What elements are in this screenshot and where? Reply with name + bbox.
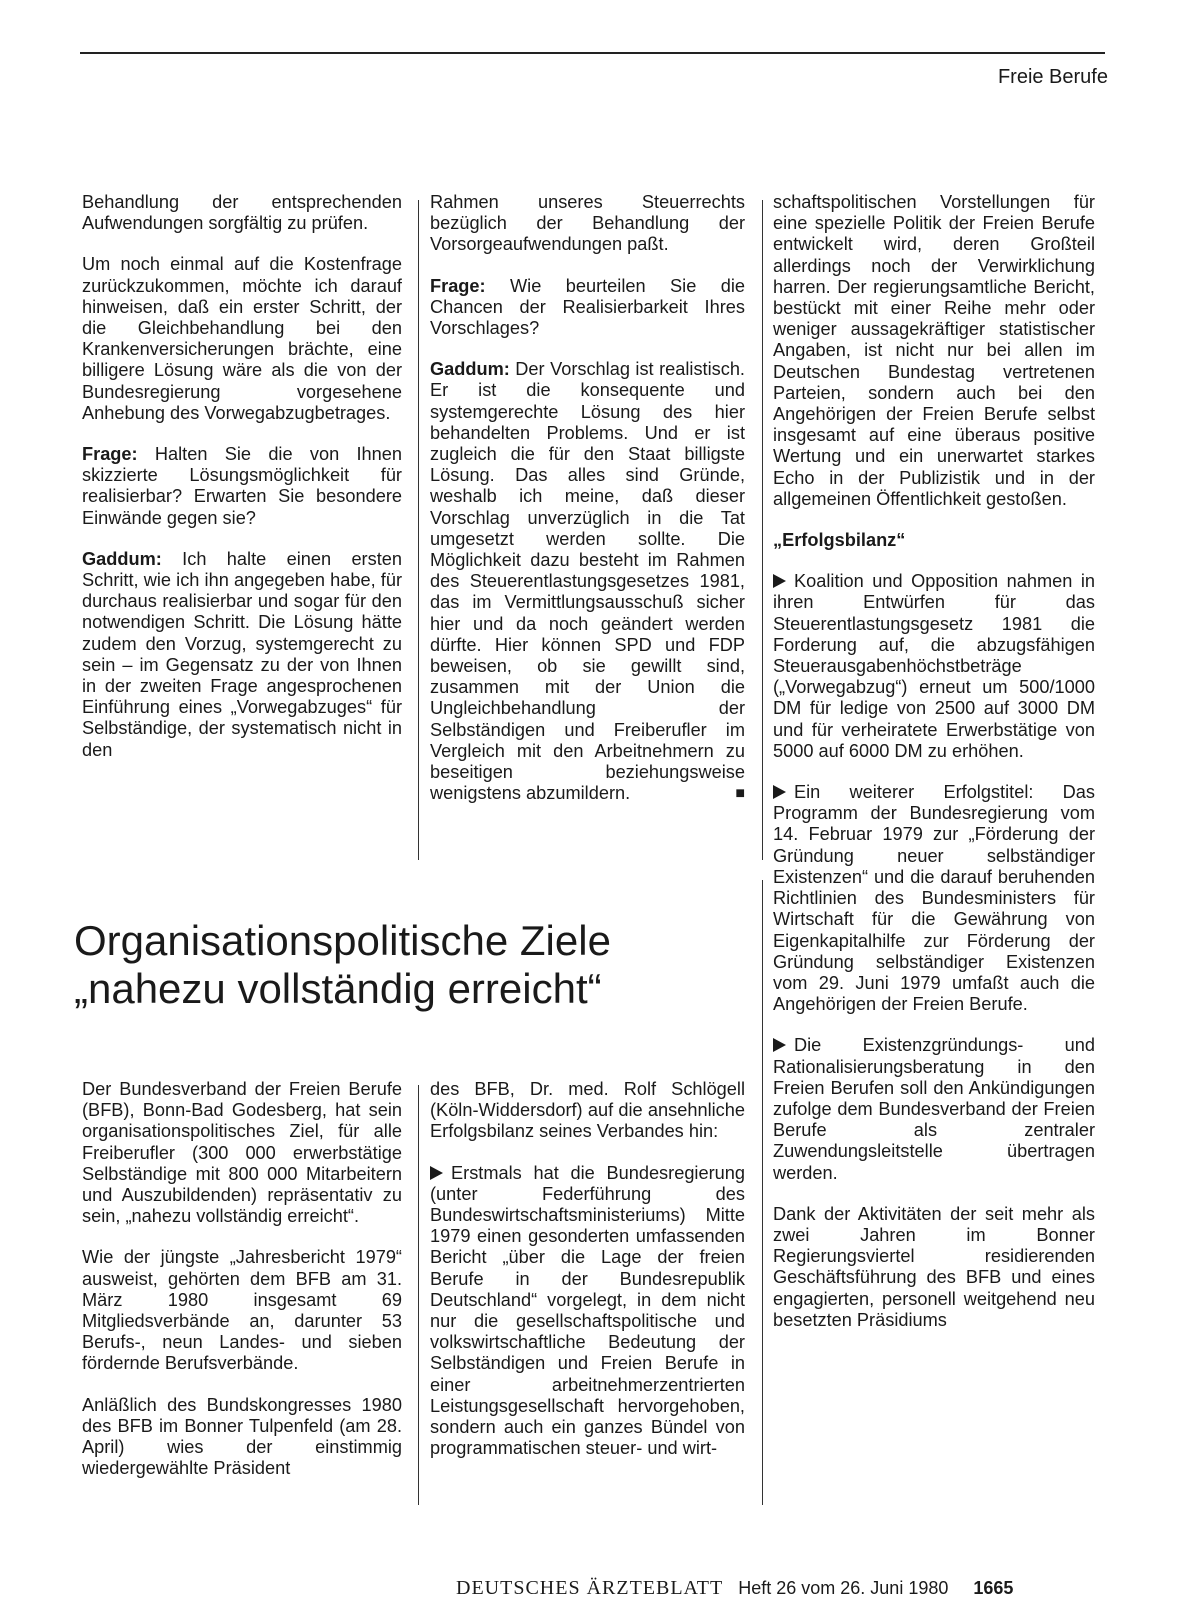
question-paragraph — [430, 276, 745, 340]
bullet-paragraph: Koalition und Opposition nahmen in ihren Entwürfen für das Steuerentlastungsgesetz 1981 die Forderung auf, die abzugsfähigen Steuerausgabenhöchstbeträge („Vorwegabzug“) erneut um 500/1000 DM für ledige von 2500 auf 3000 DM und für verheiratete Erwerbstätige von 5000 auf 6000 DM zu erhöhen. — [773, 571, 1095, 761]
answer-paragraph — [430, 359, 745, 804]
interview-column-2 — [430, 192, 745, 804]
end-of-article-mark: ■ — [735, 785, 745, 803]
paragraph: Dank der Aktivitäten der seit mehr als zwei Jahren im Bonner Regierungsviertel residierenden Geschäftsführung des BFB und eines engagierten, personell weitgehend neu besetzten Präsidiums — [773, 1203, 1095, 1330]
answer-paragraph — [82, 549, 402, 761]
answer-text: Ich halte einen ersten Schritt, wie ich ihn angegeben habe, für durchaus realisierbar und sogar für den notwendigen Schritt. Die Lösung hätte zudem den Vorzug, systemgerecht zu sein – im Gegensatz zu der von Ihnen in der zweiten Frage angesprochenen Einführung eines „Vorwegabzuges“ für Selbständige, der systematisch nicht in den — [82, 548, 402, 760]
speaker-label: Gaddum: — [430, 359, 510, 380]
page-footer — [456, 1577, 1013, 1600]
question-text: Wie beurteilen Sie die Chancen der Realisierbarkeit Ihres Vorschlages? — [430, 275, 745, 339]
bullet-paragraph: Ein weiterer Erfolgstitel: Das Programm der Bundesregierung vom 14. Februar 1979 zur „Förderung der Gründung neuer selbständiger Existenzen“ und die darauf beruhenden Richtlinien des Bundesministers für Wirtschaft für die Gewährung von Eigenkapitalhilfe zur Förderung der Gründung selbständiger Existenzen vom 29. Juni 1979 umfaßt auch die Angehörigen der Freien Berufe. — [773, 782, 1095, 1015]
paragraph: Um noch einmal auf die Kostenfrage zurückzukommen, möchte ich darauf hinweisen, daß ein erster Schritt, der die Gleichbehandlung bei den Krankenversicherungen brächte, eine billigere Lösung wäre als die von der Bundesregierung vorgesehene Anhebung des Vorwegabzugbetrages. — [82, 254, 402, 423]
bullet-paragraph: Erstmals hat die Bundesregierung (unter Federführung des Bundeswirtschaftsministeriums) Mitte 1979 einen gesonderten umfassenden Bericht „über die Lage der freien Berufe in der Bundesrepublik Deutschland“ vorgelegt, in dem nicht nur die gesellschaftspolitische und volkswirtschaftliche Bedeutung der Selbständigen und Freien Berufe in einer arbeitnehmerzentrierten Leistungsgesellschaft hervorgehoben, sondern auch ein ganzes Bündel von programmatischen steuer- und wirt- — [430, 1162, 745, 1459]
column-divider — [762, 880, 763, 1505]
paragraph: Der Bundesverband der Freien Berufe (BFB), Bonn-Bad Godesberg, hat sein organisationspolitisches Ziel, für alle Freiberufler (300 000 erwerbstätige Selbständige mit 800 000 Mitarbeitern und Auszubildenden) repräsentativ zu sein, „nahezu vollständig erreicht“. — [82, 1079, 402, 1227]
subheading: „Erfolgsbilanz“ — [773, 530, 906, 551]
paragraph: Anläßlich des Bundskongresses 1980 des BFB im Bonner Tulpenfeld (am 28. April) wies der einstimmig wiedergewählte Präsident — [82, 1394, 402, 1479]
journal-name: DEUTSCHES ÄRZTEBLATT — [456, 1577, 724, 1599]
section-label: Freie Berufe — [997, 66, 1108, 88]
article-column-1 — [82, 1079, 402, 1479]
bullet-paragraph: Die Existenzgründungs- und Rationalisierungsberatung in den Freien Berufen soll den Ankündigungen zufolge dem Bundesverband der Freien Berufe als zentraler Zuwendungsleitstelle übertragen werden. — [773, 1035, 1095, 1183]
question-text: Halten Sie die von Ihnen skizzierte Lösungsmöglichkeit für realisierbar? Erwarten Sie besondere Einwände gegen sie? — [82, 444, 402, 528]
column-divider — [418, 200, 419, 860]
question-paragraph — [82, 444, 402, 529]
arrow-bullet-icon — [430, 1166, 443, 1180]
speaker-label: Frage: — [430, 275, 486, 296]
issue-info: Heft 26 vom 26. Juni 1980 — [738, 1578, 949, 1598]
paragraph: Rahmen unseres Steuerrechts bezüglich der Behandlung der Vorsorgeaufwendungen paßt. — [430, 192, 745, 255]
answer-text: Der Vorschlag ist realistisch. Er ist die konsequente und systemgerechte Lösung des hier behandelten Problems. Und er ist zugleich die für den Staat billigste Lösung. Das alles sind Gründe, weshalb ich meine, daß dieser Vorschlag unverzüglich in die Tat umgesetzt werden sollte. Die Möglichkeit dazu besteht im Rahmen des Steuerentlastungsgesetzes 1981, das im Vermittlungsausschuß sicher hier und da noch geändert werden dürfte. Hier können SPD und FDP beweisen, ob sie gewillt sind, zusammen mit der Union die Ungleichbehandlung der Selbständigen und Freiberufler im Vergleich mit den Arbeitnehmern zu beseitigen beziehungsweise wenigstens abzumildern. — [430, 359, 745, 804]
headline-line-1: Organisationspolitische Ziele — [74, 917, 611, 964]
paragraph: Behandlung der entsprechenden Aufwendungen sorgfältig zu prüfen. — [82, 192, 402, 234]
article-headline — [74, 917, 744, 1013]
column-divider — [418, 1085, 419, 1505]
interview-column-1 — [82, 192, 402, 761]
headline-line-2: „nahezu vollständig erreicht“ — [74, 965, 602, 1012]
paragraph: des BFB, Dr. med. Rolf Schlögell (Köln-Widdersdorf) auf die ansehnliche Erfolgsbilanz seines Verbandes hin: — [430, 1079, 745, 1142]
header-rule — [80, 52, 1105, 54]
article-column-2 — [430, 1079, 745, 1459]
page-number: 1665 — [973, 1578, 1014, 1598]
arrow-bullet-icon — [773, 574, 786, 588]
arrow-bullet-icon — [773, 1038, 786, 1052]
speaker-label: Frage: — [82, 444, 138, 465]
paragraph: Wie der jüngste „Jahresbericht 1979“ ausweist, gehörten dem BFB am 31. März 1980 insgesamt 69 Mitgliedsverbände an, darunter 53 Berufs-, neun Landes- und sieben fördernde Berufsverbände. — [82, 1247, 402, 1374]
speaker-label: Gaddum: — [82, 548, 162, 569]
paragraph: schaftspolitischen Vorstellungen für eine spezielle Politik der Freien Berufe entwickelt wird, deren Großteil allerdings noch der Verwirklichung harren. Der regierungsamtliche Bericht, bestückt mit einer Reihe mehr oder weniger aussagekräftiger statistischer Angaben, ist nicht nur bei allen im Deutschen Bundestag vertretenen Parteien, sondern auch bei den Angehörigen der Freien Berufe selbst insgesamt auf eine überaus positive Wertung und ein unerwartet starkes Echo in der Publizistik und in der allgemeinen Öffentlichkeit gestoßen. — [773, 192, 1095, 509]
arrow-bullet-icon — [773, 785, 786, 799]
article-column-3 — [773, 192, 1095, 1331]
column-divider — [762, 200, 763, 860]
